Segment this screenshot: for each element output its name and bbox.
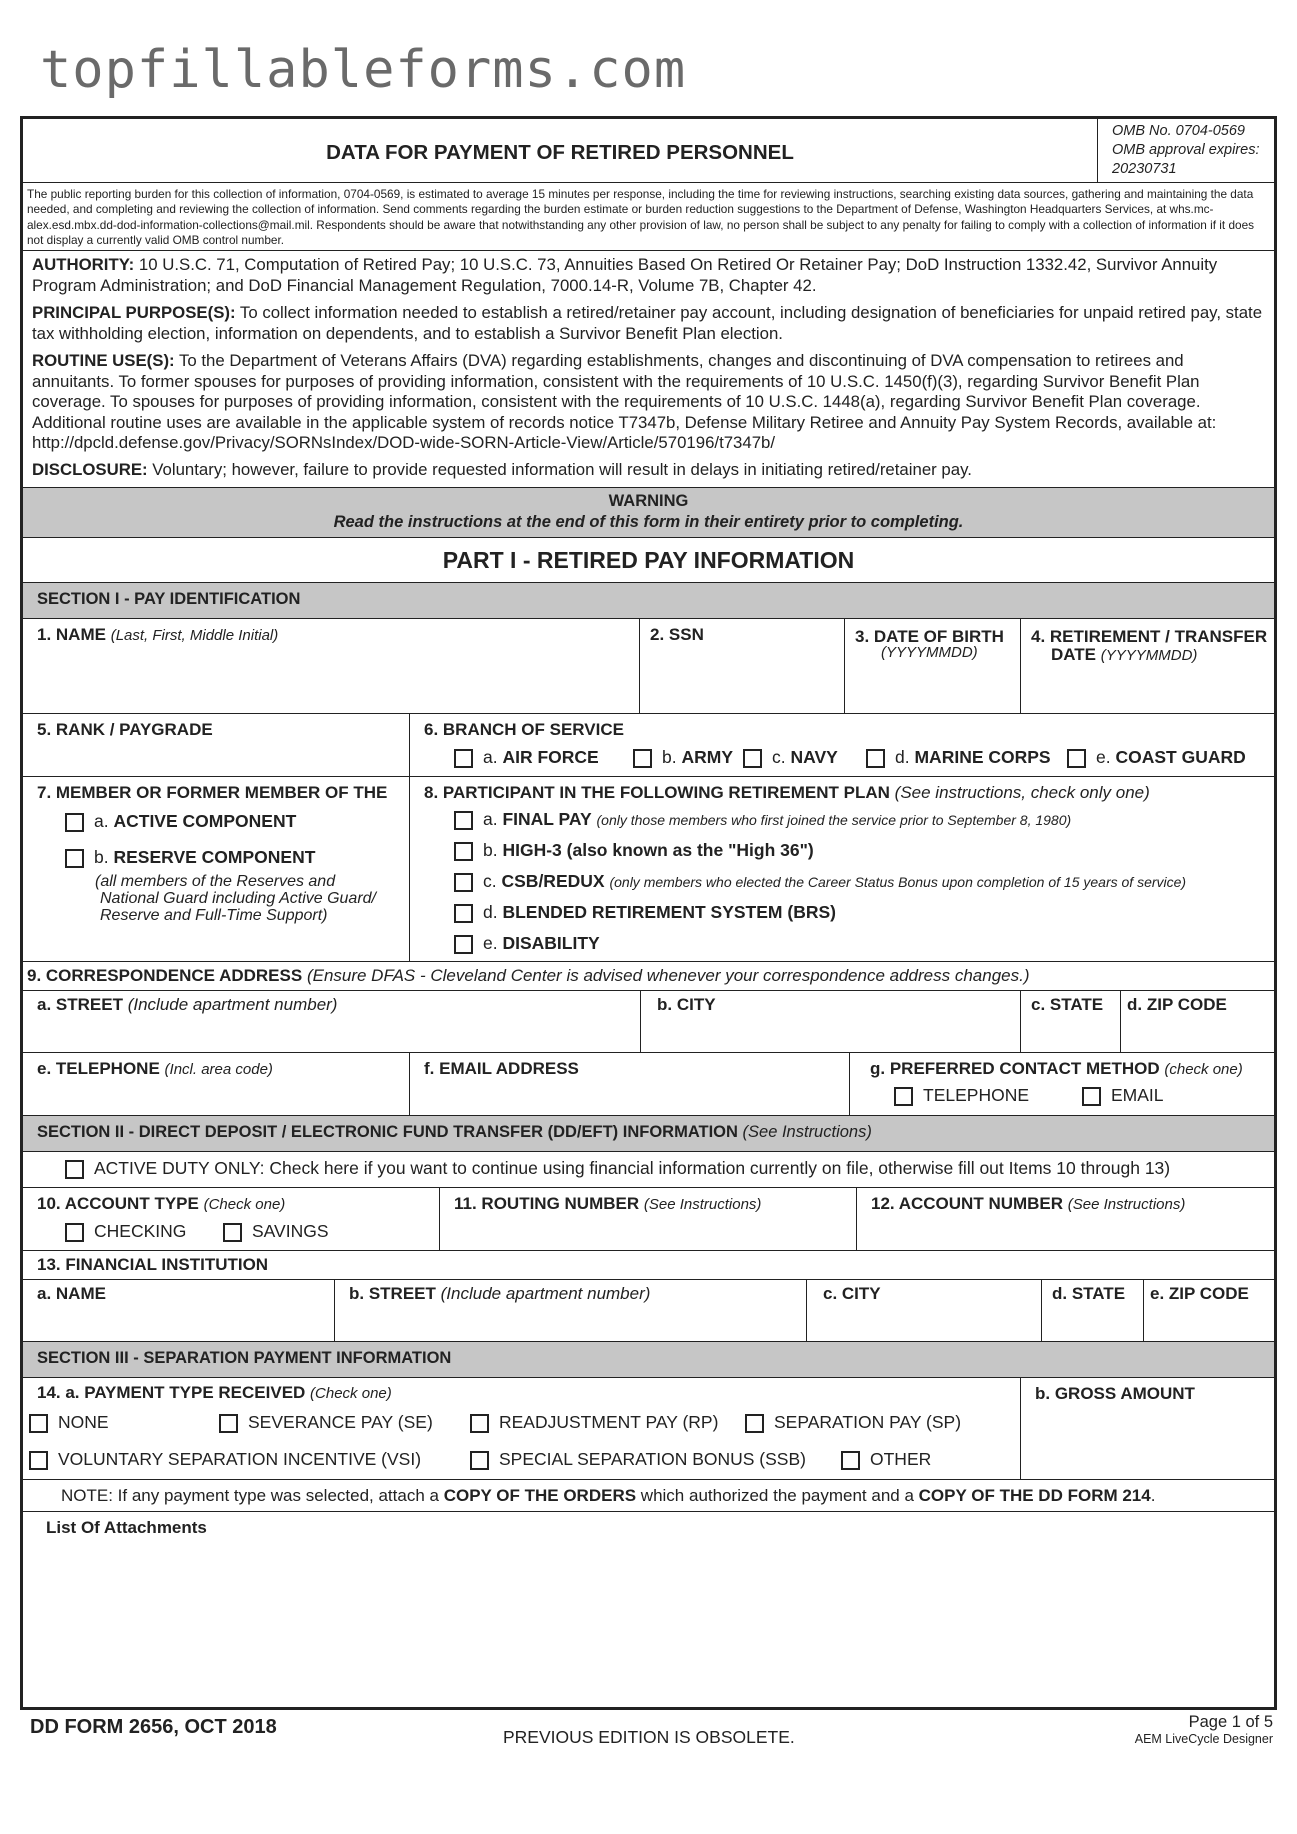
ssb-checkbox[interactable]: [470, 1451, 489, 1470]
routine-use-paragraph: ROUTINE USE(S): To the Department of Veterans Affairs (DVA) regarding establishments, changes and discontinuing of DVA compensation to retirees and annuitants. To former spouses for purposes of providing information, consistent with the requirements of 10 U.S.C. 1450(f)(3), regarding Survivor Benefit Plan coverage. To spouses for purposes of providing information, consistent with the requirements of 10 U.S.C. 1448(a), regarding Survivor Benefit Plan coverage. Additional routine uses are available in the applicable system of records notice T7347b, Defense Military Retiree and Annuity Pay System Records, available at: http://dpcld.defense.gov/Privacy/SORNsIndex/DOD-wide-SORN-Article-View/Article/570196/t7347b/: [32, 351, 1217, 452]
brs-option: d. BLENDED RETIREMENT SYSTEM (BRS): [483, 902, 836, 922]
account-type-group: 10. ACCOUNT TYPE (Check one) CHECKING SAVINGS: [37, 1194, 329, 1241]
contact-telephone-option: TELEPHONE: [923, 1085, 1029, 1105]
active-duty-row: [23, 1152, 1274, 1188]
date-of-birth-field[interactable]: 3. DATE OF BIRTH (YYYYMMDD): [844, 619, 1020, 713]
account-row: [23, 1188, 1274, 1251]
omb-number: OMB No. 0704-0569: [1112, 123, 1245, 139]
reserve-note-line-1: (all members of the Reserves and: [95, 873, 336, 890]
final-pay-checkbox[interactable]: [454, 811, 473, 830]
separation-pay-option: SEPARATION PAY (SP): [774, 1412, 962, 1432]
section-one-title: SECTION I - PAY IDENTIFICATION: [37, 590, 301, 608]
page-number: Page 1 of 5: [1188, 1713, 1273, 1731]
final-pay-option: a. FINAL PAY (only those members who first joined the service prior to September 8, 1980): [483, 809, 1072, 829]
form-header: [23, 119, 1274, 183]
warning-banner: [23, 488, 1274, 538]
attachment-note-row: [23, 1480, 1274, 1512]
payment-type-group: 14. a. PAYMENT TYPE RECEIVED (Check one) NONE SEVERANCE PAY (SE) READJUSTMENT PAY (RP) SEPARATION PAY (SP) VOLUNTARY SEPARATION INCENTIVE (VSI) SPECIAL SEPARATION BONUS (SSB) OTHER: [23, 1378, 1020, 1479]
component-group: 7. MEMBER OR FORMER MEMBER OF THE a. ACTIVE COMPONENT b. RESERVE COMPONENT (all members of the Reserves and National Guard including Active Guard/ Reserve and Full-Time Support): [37, 783, 388, 924]
high-3-option: b. HIGH-3 (also known as the "High 36"): [483, 840, 814, 860]
city-field[interactable]: b. CITY: [640, 991, 1020, 1052]
other-option: OTHER: [870, 1449, 932, 1469]
section-two-title: SECTION II - DIRECT DEPOSIT / ELECTRONIC FUND TRANSFER (DD/EFT) INFORMATION (See Instructions): [37, 1123, 872, 1141]
attachments-field[interactable]: [23, 1512, 1274, 1707]
checking-option: CHECKING: [94, 1221, 187, 1241]
marine-corps-option: d. MARINE CORPS: [895, 747, 1051, 767]
army-option: b. ARMY: [662, 747, 734, 767]
coast-guard-checkbox[interactable]: [1067, 749, 1086, 768]
contact-telephone-checkbox[interactable]: [894, 1087, 913, 1106]
omb-expires-date: 20230731: [1112, 161, 1177, 177]
retirement-date-field[interactable]: 4. RETIREMENT / TRANSFER DATE (YYYYMMDD): [1020, 619, 1274, 713]
air-force-option: a. AIR FORCE: [483, 747, 599, 767]
routing-number-field[interactable]: 11. ROUTING NUMBER (See Instructions): [439, 1188, 856, 1250]
disclosure-paragraph: DISCLOSURE: Voluntary; however, failure to provide requested information will result in delays in initiating retired/retainer pay.: [32, 460, 972, 479]
other-checkbox[interactable]: [841, 1451, 860, 1470]
csb-redux-checkbox[interactable]: [454, 873, 473, 892]
pay-none-checkbox[interactable]: [29, 1414, 48, 1433]
disability-checkbox[interactable]: [454, 935, 473, 954]
active-component-option: a. ACTIVE COMPONENT: [94, 811, 297, 831]
purpose-paragraph: PRINCIPAL PURPOSE(S): To collect information needed to establish a retired/retainer pay account, including designation of beneficiaries for unpaid retired pay, state tax withholding election, information on dependents, and to establish a Survivor Benefit Plan election.: [32, 303, 1263, 343]
dd-form-2656: [20, 116, 1277, 1710]
ssb-option: SPECIAL SEPARATION BONUS (SSB): [499, 1449, 806, 1469]
attachment-note: NOTE: If any payment type was selected, attach a COPY OF THE ORDERS which authorized the payment and a COPY OF THE DD FORM 214.: [61, 1486, 1156, 1505]
telephone-field[interactable]: e. TELEPHONE (Incl. area code): [37, 1059, 273, 1078]
csb-redux-option: c. CSB/REDUX (only members who elected the Career Status Bonus upon completion of 15 years of service): [483, 871, 1187, 891]
severance-pay-option: SEVERANCE PAY (SE): [248, 1412, 433, 1432]
street-field[interactable]: a. STREET (Include apartment number): [37, 995, 338, 1014]
burden-statement: [23, 183, 1274, 251]
active-duty-checkbox[interactable]: [65, 1160, 84, 1179]
marine-corps-checkbox[interactable]: [866, 749, 885, 768]
reserve-component-checkbox[interactable]: [65, 849, 84, 868]
navy-option: c. NAVY: [772, 747, 838, 767]
contact-email-option: EMAIL: [1111, 1085, 1164, 1105]
warning-text: Read the instructions at the end of this form in their entirety prior to completing.: [333, 513, 964, 531]
zip-code-field[interactable]: d. ZIP CODE: [1120, 991, 1274, 1052]
institution-city-field[interactable]: c. CITY: [806, 1280, 1041, 1341]
name-field[interactable]: 1. NAME (Last, First, Middle Initial): [37, 625, 279, 644]
savings-checkbox[interactable]: [223, 1223, 242, 1242]
section-three-title: SECTION III - SEPARATION PAYMENT INFORMATION: [37, 1349, 452, 1367]
institution-street-field[interactable]: b. STREET (Include apartment number): [334, 1280, 806, 1341]
active-component-checkbox[interactable]: [65, 813, 84, 832]
reserve-note-line-2: National Guard including Active Guard/: [100, 890, 376, 907]
vsi-checkbox[interactable]: [29, 1451, 48, 1470]
navy-checkbox[interactable]: [743, 749, 762, 768]
part-one-title: PART I - RETIRED PAY INFORMATION: [442, 547, 855, 573]
section-three-header: [23, 1342, 1274, 1378]
retirement-plan-group: 8. PARTICIPANT IN THE FOLLOWING RETIREMENT PLAN (See instructions, check only one) a. FINAL PAY (only those members who first joined the service prior to September 8, 1980) b. HIGH-3 (also known as the "High 36") c. CSB/REDUX (only members who elected the Career Status Bonus upon completion of 15 years of service) d. BLENDED RETIREMENT SYSTEM (BRS) e. DISABILITY: [409, 777, 1274, 961]
institution-name-field[interactable]: a. NAME: [37, 1284, 106, 1303]
active-duty-text: ACTIVE DUTY ONLY: Check here if you want to continue using financial information currently on file, otherwise fill out Items 10 through 13): [94, 1158, 1171, 1178]
omb-box: [1097, 119, 1274, 182]
state-field[interactable]: c. STATE: [1020, 991, 1120, 1052]
account-number-field[interactable]: 12. ACCOUNT NUMBER (See Instructions): [856, 1188, 1274, 1250]
readjustment-pay-checkbox[interactable]: [470, 1414, 489, 1433]
readjustment-pay-option: READJUSTMENT PAY (RP): [499, 1412, 719, 1432]
rank-paygrade-field[interactable]: 5. RANK / PAYGRADE: [37, 720, 213, 739]
form-identifier: DD FORM 2656, OCT 2018: [30, 1716, 277, 1738]
pay-none-option: NONE: [58, 1412, 109, 1432]
payment-type-row: [23, 1378, 1274, 1480]
financial-institution-row: 13. FINANCIAL INSTITUTION a. NAME b. STREET (Include apartment number) c. CITY d. STATE e. ZIP CODE: [23, 1251, 1274, 1342]
coast-guard-option: e. COAST GUARD: [1096, 747, 1246, 767]
reserve-note-line-3: Reserve and Full-Time Support): [100, 907, 328, 924]
separation-pay-checkbox[interactable]: [745, 1414, 764, 1433]
omb-expires-label: OMB approval expires:: [1112, 142, 1260, 158]
watermark: topfillableforms.com: [40, 40, 687, 100]
form-title: DATA FOR PAYMENT OF RETIRED PERSONNEL: [326, 141, 794, 164]
institution-state-field[interactable]: d. STATE: [1041, 1280, 1143, 1341]
air-force-checkbox[interactable]: [454, 749, 473, 768]
attachments-label: List Of Attachments: [46, 1518, 207, 1537]
pay-identification-row: [23, 619, 1274, 714]
reserve-component-option: b. RESERVE COMPONENT: [94, 847, 316, 867]
section-one-header: [23, 583, 1274, 619]
vsi-option: VOLUNTARY SEPARATION INCENTIVE (VSI): [58, 1449, 422, 1469]
burden-text: The public reporting burden for this collection of information, 0704-0569, is estimated to average 15 minutes per response, including the time for reviewing instructions, searching existing data sources, gathering and maintaining the data needed, and completing and reviewing the collection of information. Send comments regarding the burden estimate or burden reduction suggestions to the Department of Defense, Washington Headquarters Services, at whs.mc-alex.esd.mbx.dd-dod-information-collections@mail.mil. Respondents should be aware that notwithstanding any other provision of law, no person shall be subject to any penalty for failing to comply with a collection of information if it does not display a currently valid OMB control number.: [27, 187, 1255, 247]
contact-email-checkbox[interactable]: [1082, 1087, 1101, 1106]
rank-branch-row: [23, 714, 1274, 777]
authority-paragraph: AUTHORITY: 10 U.S.C. 71, Computation of Retired Pay; 10 U.S.C. 73, Annuities Based On Retired Or Retainer Pay; DoD Instruction 1332.42, Survivor Annuity Program Administration; and DoD Financial Management Regulation, 7000.14-R, Volume 7B, Chapter 42.: [32, 255, 1218, 295]
email-address-field[interactable]: f. EMAIL ADDRESS: [409, 1053, 849, 1115]
section-two-header: [23, 1116, 1274, 1152]
contact-row: [23, 1053, 1274, 1116]
gross-amount-field[interactable]: b. GROSS AMOUNT: [1020, 1378, 1274, 1479]
savings-option: SAVINGS: [252, 1221, 329, 1241]
ssn-field[interactable]: 2. SSN: [639, 619, 844, 713]
severance-pay-checkbox[interactable]: [219, 1414, 238, 1433]
part-one-header: [23, 538, 1274, 583]
branch-of-service-group: 6. BRANCH OF SERVICE a. AIR FORCE b. ARMY c. NAVY d. MARINE CORPS e. COAST GUARD: [409, 714, 1274, 776]
preferred-contact-group: g. PREFERRED CONTACT METHOD (check one) TELEPHONE EMAIL: [849, 1053, 1274, 1115]
designer-credit: AEM LiveCycle Designer: [1134, 1732, 1273, 1746]
disability-option: e. DISABILITY: [483, 933, 600, 953]
high-3-checkbox[interactable]: [454, 842, 473, 861]
brs-checkbox[interactable]: [454, 904, 473, 923]
checking-checkbox[interactable]: [65, 1223, 84, 1242]
army-checkbox[interactable]: [633, 749, 652, 768]
privacy-act-statement: [23, 251, 1274, 488]
correspondence-address-row: 9. CORRESPONDENCE ADDRESS (Ensure DFAS - Cleveland Center is advised whenever your correspondence address changes.) a. STREET (Include apartment number) b. CITY c. STATE d. ZIP CODE: [23, 962, 1274, 1053]
obsolete-notice: PREVIOUS EDITION IS OBSOLETE.: [503, 1727, 795, 1747]
warning-title: WARNING: [608, 492, 689, 510]
component-plan-row: [23, 777, 1274, 962]
institution-zip-field[interactable]: e. ZIP CODE: [1143, 1280, 1274, 1341]
